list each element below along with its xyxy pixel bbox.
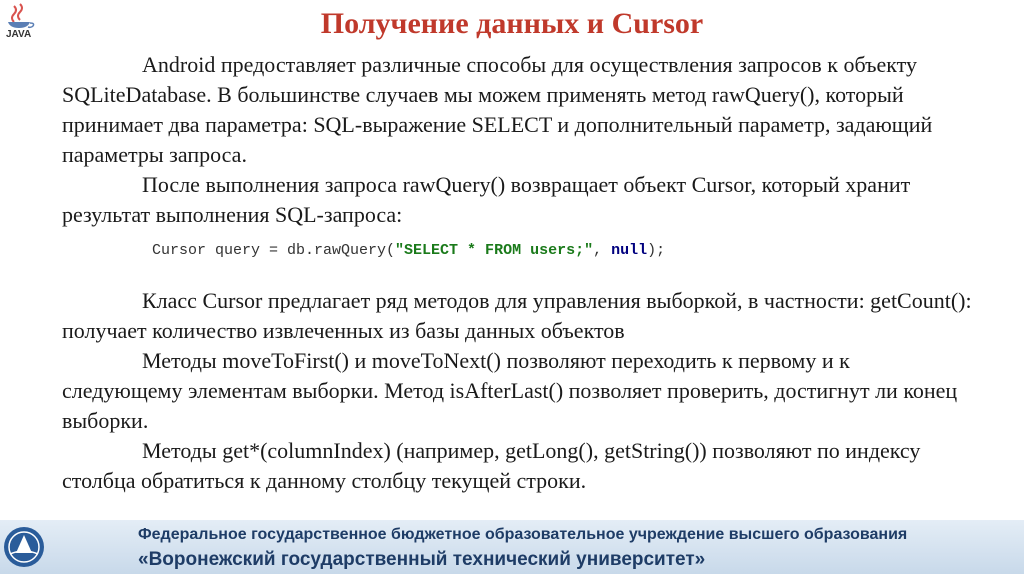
paragraph: Android предоставляет различные способы для осуществления запросов к объекту SQLiteDatabase. В большинстве случаев мы можем применять метод rawQuery(), который принимает два параметра: SQL-выражение SELECT и дополнительный параметр, задающий параметры запроса. — [62, 52, 933, 167]
footer-banner — [0, 520, 1024, 574]
code-suffix: ); — [647, 242, 666, 259]
slide-content — [62, 50, 972, 496]
footer-university-name: «Воронежский государственный технический университет» — [138, 549, 706, 570]
code-snippet — [152, 240, 972, 262]
paragraph: Методы moveToFirst() и moveToNext() позволяют переходить к первому и к следующему элементам выборки. Метод isAfterLast() позволяет проверить, достигнут ли конец выборки. — [62, 348, 958, 433]
code-keyword: null — [611, 242, 648, 259]
code-string: "SELECT * FROM users;" — [395, 242, 594, 259]
slide-title: Получение данных и Cursor — [320, 7, 704, 40]
code-prefix: Cursor query = db.rawQuery( — [152, 242, 396, 259]
paragraph: Методы get*(columnIndex) (например, getLong(), getString()) позволяют по индексу столбца обратиться к данному столбцу текущей строки. — [62, 438, 921, 493]
footer-institution-type: Федеральное государственное бюджетное образовательное учреждение высшего образования — [138, 526, 908, 543]
paragraph: Класс Cursor предлагает ряд методов для управления выборкой, в частности: getCount(): получает количество извлеченных из базы данных объектов — [62, 288, 972, 343]
paragraph: После выполнения запроса rawQuery() возвращает объект Cursor, который хранит результат выполнения SQL-запроса: — [62, 172, 911, 227]
university-emblem-icon — [2, 524, 46, 570]
java-logo-text: JAVA — [6, 29, 32, 40]
code-separator: , — [593, 242, 612, 259]
